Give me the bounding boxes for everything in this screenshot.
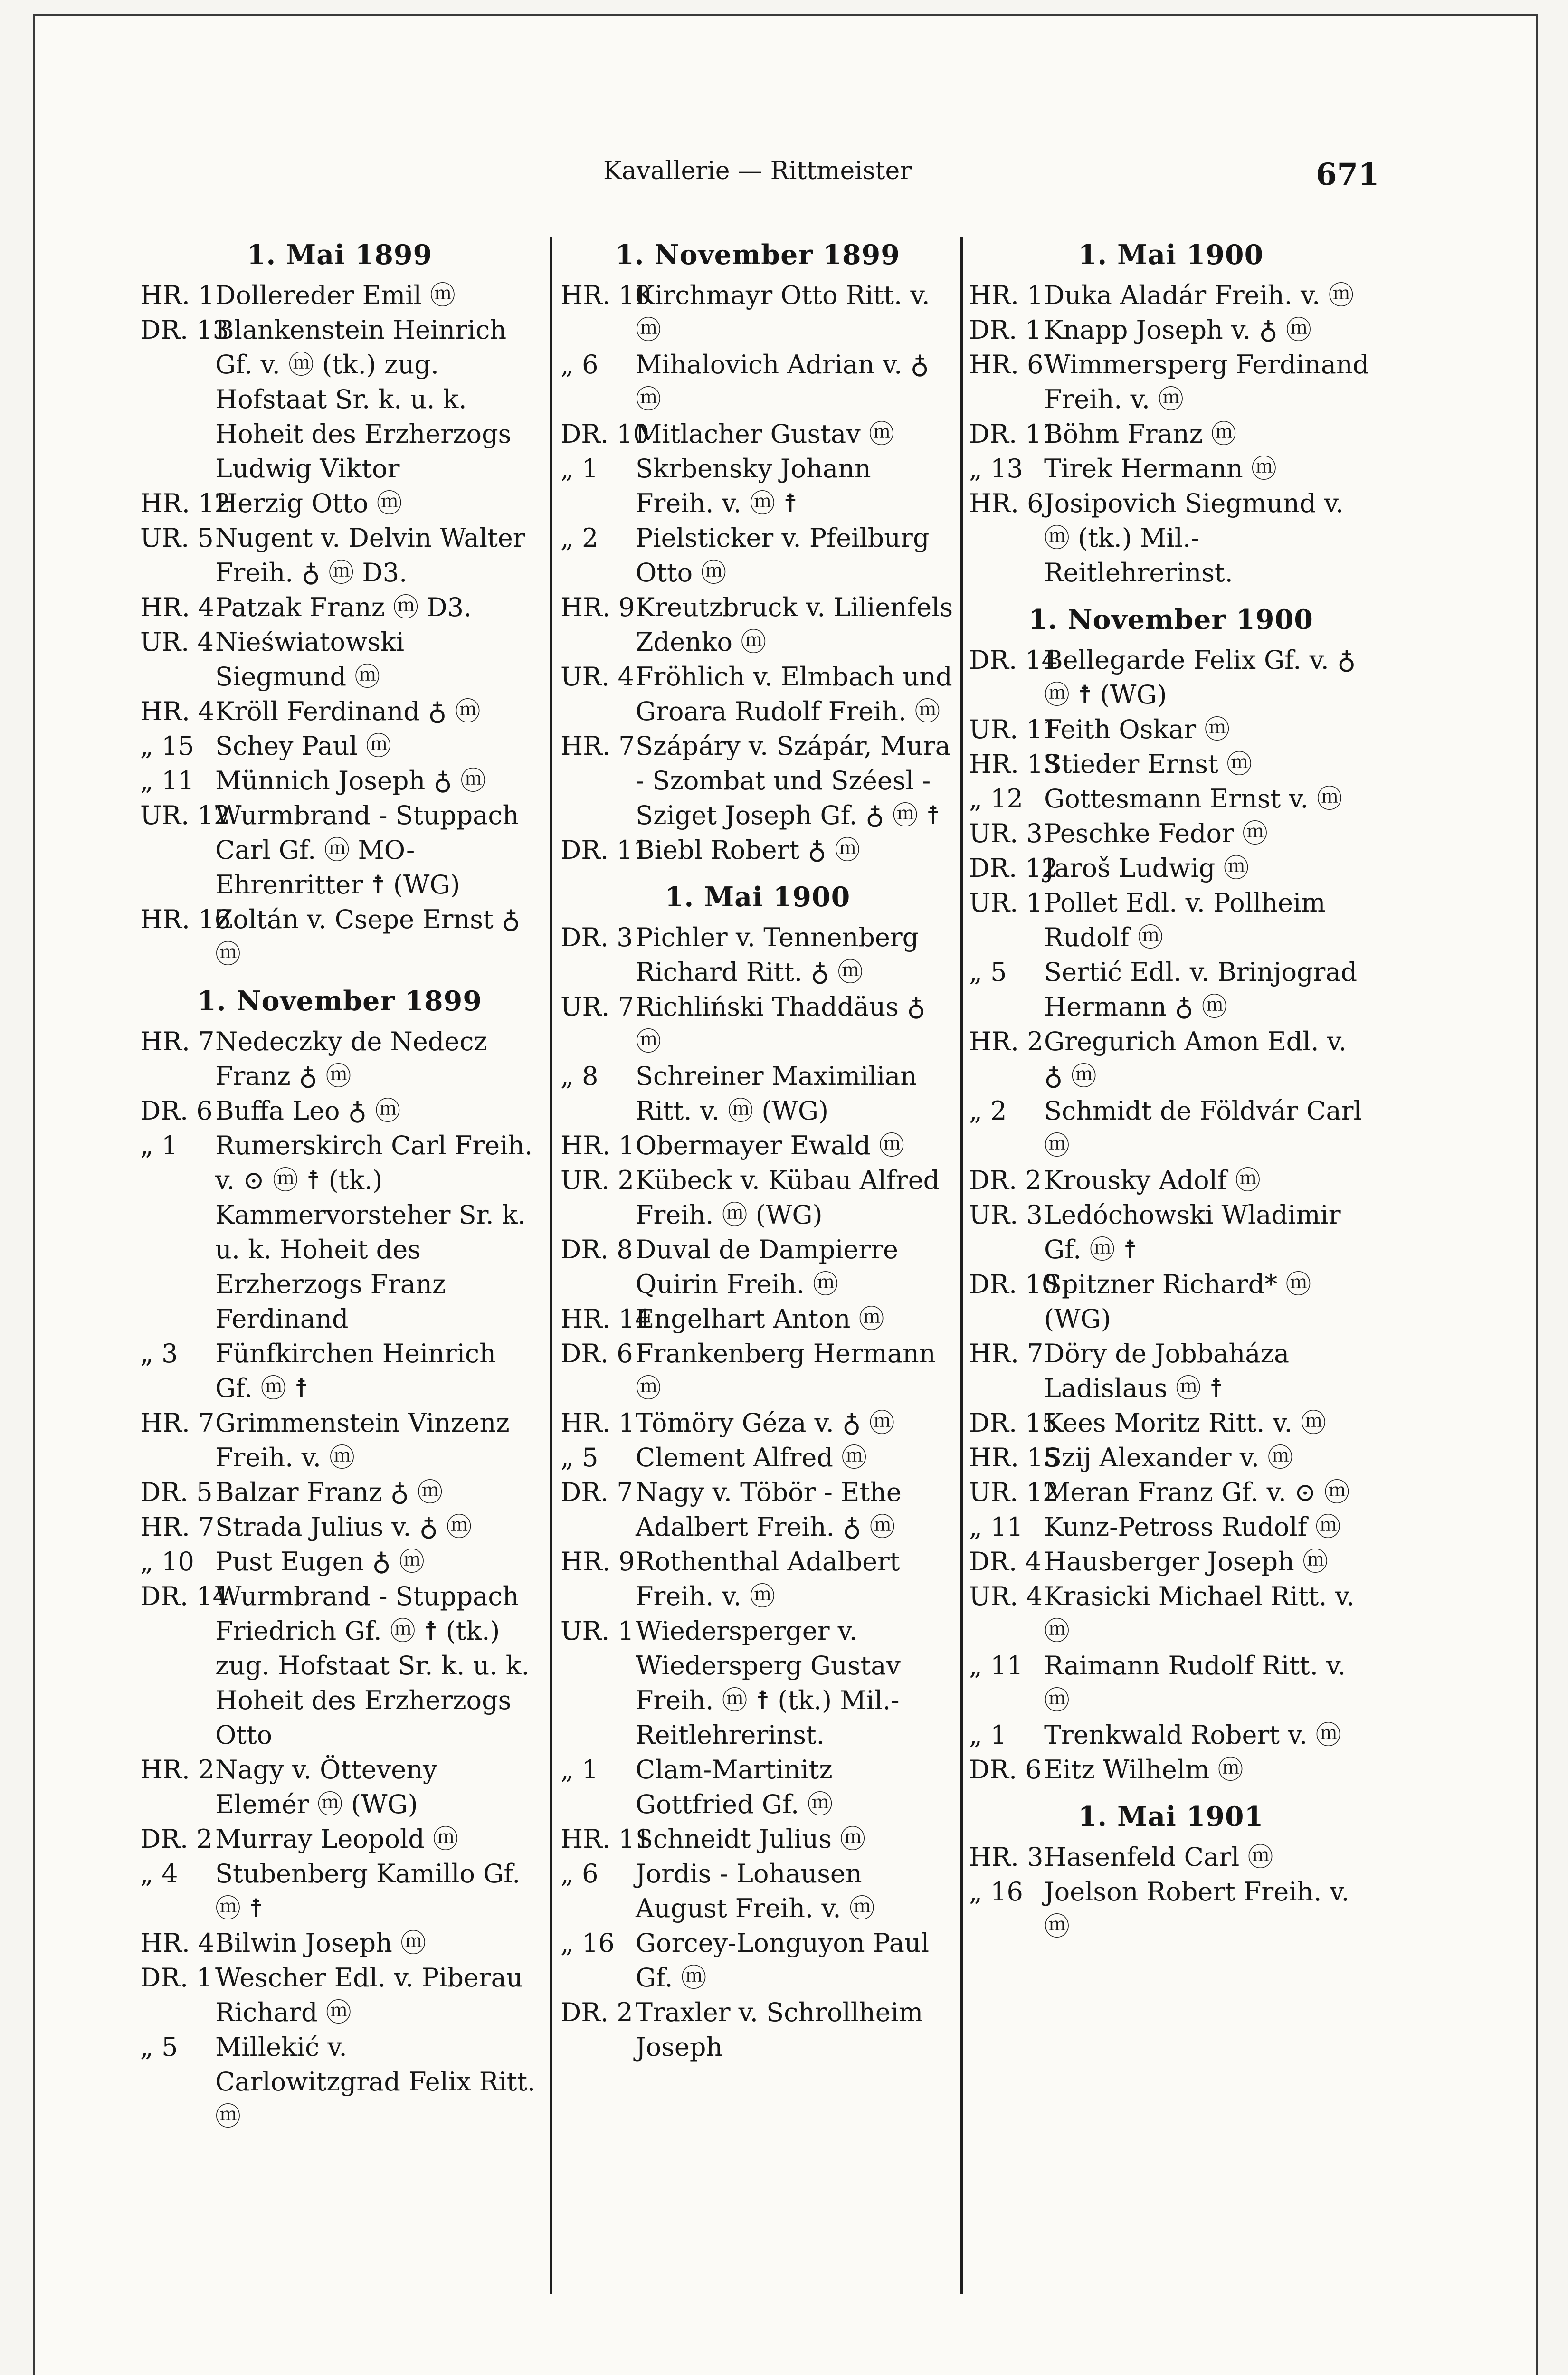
officer-name: Böhm Franz ⓜ [1044, 419, 1237, 449]
roster-entry [561, 920, 955, 989]
roster-entry [140, 625, 539, 694]
officer-name: Bilwin Joseph ⓜ [215, 1928, 426, 1958]
officer-name: Buffa Leo ♁ ⓜ [215, 1096, 401, 1126]
regiment-key: DR. 2 [561, 1997, 633, 2027]
regiment-key: DR. 15 [969, 1408, 1058, 1438]
regiment-key: DR. 12 [969, 853, 1058, 883]
officer-name: Biebl Robert ♁ ⓜ [636, 835, 860, 865]
officer-name: Feith Oskar ⓜ [1044, 714, 1230, 744]
roster-entry [561, 1440, 955, 1475]
roster-entry [969, 486, 1373, 590]
officer-name: Strada Julius v. ♁ ⓜ [215, 1512, 472, 1542]
column-rule-left [550, 238, 552, 2294]
regiment-key: HR. 6 [969, 350, 1044, 380]
regiment-key: „ 5 [140, 2032, 178, 2062]
roster-entry [561, 729, 955, 833]
officer-name: Murray Leopold ⓜ [215, 1824, 458, 1854]
section-heading: 1. November 1899 [197, 985, 482, 1017]
roster-entry [140, 1544, 539, 1579]
regiment-key: DR. 10 [561, 419, 649, 449]
officer-name: Patzak Franz ⓜ D3. [215, 592, 472, 622]
regiment-key: UR. 12 [140, 800, 230, 830]
regiment-key: HR. 1 [561, 1130, 635, 1160]
regiment-key: DR. 14 [969, 645, 1058, 675]
regiment-key: HR. 10 [561, 280, 651, 310]
officer-name: Hausberger Joseph ⓜ [1044, 1547, 1328, 1577]
regiment-key: HR. 9 [561, 592, 635, 622]
regiment-key: DR. 6 [140, 1096, 213, 1126]
officer-name: Kröll Ferdinand ♁ ⓜ [215, 696, 481, 726]
officer-name: Mitlacher Gustav ⓜ [636, 419, 894, 449]
roster-entry [140, 1128, 539, 1336]
regiment-key: „ 1 [561, 454, 599, 484]
roster-entry [140, 1336, 539, 1406]
roster-entry [969, 1510, 1373, 1544]
officer-name: Josipovich Siegmund v. ⓜ (tk.) Mil.-Reitlehrerinst. [1044, 488, 1344, 588]
regiment-key: DR. 6 [969, 1755, 1042, 1785]
officer-name: Stubenberg Kamillo Gf. ⓜ ☨ [215, 1859, 521, 1923]
regiment-key: UR. 3 [969, 1200, 1043, 1230]
officer-name: Wurmbrand - Stuppach Friedrich Gf. ⓜ ☨ (tk.) zug. Hofstaat Sr. k. u. k. Hoheit des Erzherzogs Otto [215, 1581, 530, 1750]
regiment-key: „ 2 [561, 523, 599, 553]
regiment-key: HR. 4 [140, 592, 215, 622]
regiment-key: UR. 12 [969, 1477, 1059, 1507]
roster-entry [561, 1302, 955, 1336]
roster-entry [969, 1718, 1373, 1752]
regiment-key: UR. 4 [561, 662, 634, 692]
regiment-key: HR. 2 [969, 1026, 1044, 1056]
regiment-key: „ 11 [969, 1651, 1023, 1681]
officer-name: Kunz-Petross Rudolf ⓜ [1044, 1512, 1341, 1542]
roster-entry [140, 590, 539, 625]
regiment-key: „ 5 [969, 957, 1007, 987]
roster-entry [969, 278, 1373, 313]
regiment-key: HR. 7 [140, 1026, 215, 1056]
regiment-key: HR. 1 [561, 1408, 635, 1438]
officer-name: Pollet Edl. v. Pollheim Rudolf ⓜ [1044, 888, 1326, 952]
column-rule-right [960, 238, 963, 2294]
roster-entry [140, 798, 539, 902]
regiment-key: UR. 1 [969, 888, 1043, 918]
column-1 [140, 238, 539, 2134]
regiment-key: HR. 4 [140, 696, 215, 726]
regiment-key: HR. 15 [969, 1443, 1060, 1472]
officer-name: Nugent v. Delvin Walter Freih. ♁ ⓜ D3. [215, 523, 525, 588]
regiment-key: „ 4 [140, 1859, 178, 1889]
roster-entry [561, 417, 955, 451]
officer-name: Clam-Martinitz Gottfried Gf. ⓜ [636, 1755, 833, 1819]
roster-entry [969, 417, 1373, 451]
roster-entry [140, 694, 539, 729]
roster-entry [561, 659, 955, 729]
roster-entry [969, 955, 1373, 1024]
column-3 [969, 238, 1373, 1944]
officer-name: Richliński Thaddäus ♁ ⓜ [636, 992, 926, 1056]
officer-name: Nedeczky de Nedecz Franz ♁ ⓜ [215, 1026, 487, 1091]
regiment-key: HR. 7 [561, 731, 635, 761]
section-heading: 1. November 1900 [1028, 604, 1313, 636]
roster-entry [969, 1163, 1373, 1197]
roster-entry [969, 1197, 1373, 1267]
regiment-key: HR. 6 [969, 488, 1044, 518]
regiment-key: HR. 3 [969, 1842, 1044, 1872]
regiment-key: „ 16 [969, 1877, 1023, 1907]
roster-entry [561, 1128, 955, 1163]
roster-entry [561, 1926, 955, 1995]
officer-name: Millekić v. Carlowitzgrad Felix Ritt. ⓜ [215, 2032, 536, 2131]
roster-entry [561, 278, 955, 347]
roster-entry [140, 1475, 539, 1510]
roster-entry [561, 1544, 955, 1614]
officer-name: Hasenfeld Carl ⓜ [1044, 1842, 1273, 1872]
officer-name: Gorcey-Longuyon Paul Gf. ⓜ [636, 1928, 930, 1993]
roster-entry [561, 347, 955, 417]
officer-name: Fünfkirchen Heinrich Gf. ⓜ ☨ [215, 1339, 496, 1403]
regiment-key: UR. 7 [561, 992, 634, 1022]
roster-entry [969, 451, 1373, 486]
roster-entry [140, 763, 539, 798]
roster-entry [140, 521, 539, 590]
regiment-key: HR. 1 [969, 280, 1044, 310]
roster-entry [969, 1874, 1373, 1944]
officer-name: Schneidt Julius ⓜ [636, 1824, 866, 1854]
regiment-key: DR. 3 [561, 922, 633, 952]
regiment-key: „ 10 [140, 1547, 194, 1577]
officer-name: Pust Eugen ♁ ⓜ [215, 1547, 425, 1577]
officer-name: Wurmbrand - Stuppach Carl Gf. ⓜ MO-Ehrenritter ☨ (WG) [215, 800, 519, 900]
officer-name: Eitz Wilhelm ⓜ [1044, 1755, 1244, 1785]
officer-name: Balzar Franz ♁ ⓜ [215, 1477, 443, 1507]
officer-name: Tirek Hermann ⓜ [1044, 454, 1277, 484]
roster-entry [140, 1960, 539, 2030]
roster-entry [969, 851, 1373, 885]
roster-entry [561, 451, 955, 521]
roster-entry [969, 643, 1373, 712]
officer-name: Sertić Edl. v. Brinjograd Hermann ♁ ⓜ [1044, 957, 1358, 1022]
regiment-key: DR. 5 [140, 1477, 213, 1507]
regiment-key: DR. 2 [140, 1824, 213, 1854]
roster-entry [561, 1336, 955, 1406]
regiment-key: DR. 14 [140, 1581, 229, 1611]
regiment-key: HR. 14 [561, 1304, 651, 1334]
roster-entry [140, 1579, 539, 1752]
section-heading: 1. November 1899 [615, 239, 900, 271]
regiment-key: „ 12 [969, 784, 1023, 814]
roster-entry [140, 1406, 539, 1475]
roster-entry [140, 729, 539, 763]
roster-entry [140, 1926, 539, 1960]
roster-entry [140, 1093, 539, 1128]
roster-entry [140, 1856, 539, 1926]
roster-entry [561, 833, 955, 867]
regiment-key: HR. 4 [140, 1928, 215, 1958]
roster-entry [969, 816, 1373, 851]
roster-entry [561, 1406, 955, 1440]
officer-name: Nagy v. Töbör - Ethe Adalbert Freih. ♁ ⓜ [636, 1477, 902, 1542]
regiment-key: UR. 4 [969, 1581, 1043, 1611]
officer-name: Jaroš Ludwig ⓜ [1044, 853, 1249, 883]
roster-entry [969, 1840, 1373, 1874]
regiment-key: HR. 2 [140, 1755, 215, 1785]
regiment-key: HR. 7 [140, 1408, 215, 1438]
officer-name: Kübeck v. Kübau Alfred Freih. ⓜ (WG) [636, 1165, 940, 1230]
roster-entry [561, 989, 955, 1059]
roster-entry [561, 1995, 955, 2064]
officer-name: Szij Alexander v. ⓜ [1044, 1443, 1293, 1472]
regiment-key: UR. 11 [969, 714, 1059, 744]
officer-name: Knapp Joseph v. ♁ ⓜ [1044, 315, 1312, 345]
section-heading: 1. Mai 1899 [247, 239, 433, 271]
officer-name: Peschke Fedor ⓜ [1044, 818, 1268, 848]
regiment-key: „ 6 [561, 350, 599, 380]
regiment-key: DR. 7 [561, 1477, 633, 1507]
officer-name: Ledóchowski Wladimir Gf. ⓜ ☨ [1044, 1200, 1341, 1264]
regiment-key: „ 13 [969, 454, 1023, 484]
officer-name: Bellegarde Felix Gf. v. ♁ ⓜ ☨ (WG) [1044, 645, 1356, 710]
regiment-key: HR. 7 [969, 1339, 1044, 1368]
officer-name: Kees Moritz Ritt. v. ⓜ [1044, 1408, 1326, 1438]
officer-name: Skrbensky Johann Freih. v. ⓜ ☨ [636, 454, 871, 518]
officer-name: Wimmersperg Ferdinand Freih. v. ⓜ [1044, 350, 1369, 414]
roster-entry [561, 590, 955, 659]
roster-entry [969, 1648, 1373, 1718]
officer-name: Krousky Adolf ⓜ [1044, 1165, 1261, 1195]
officer-name: Duka Aladár Freih. v. ⓜ [1044, 280, 1354, 310]
roster-entry [561, 1822, 955, 1856]
regiment-key: HR. 16 [140, 904, 231, 934]
regiment-key: „ 3 [140, 1339, 178, 1368]
regiment-key: „ 16 [561, 1928, 615, 1958]
officer-name: Blankenstein Heinrich Gf. v. ⓜ (tk.) zug. Hofstaat Sr. k. u. k. Hoheit des Erzherzogs Ludwig Viktor [215, 315, 512, 484]
regiment-key: „ 2 [969, 1096, 1007, 1126]
officer-name: Frankenberg Hermann ⓜ [636, 1339, 936, 1403]
roster-entry [561, 1752, 955, 1822]
officer-name: Nagy v. Ötteveny Elemér ⓜ (WG) [215, 1755, 437, 1819]
officer-name: Szápáry v. Szápár, Mura - Szombat und Széesl - Sziget Joseph Gf. ♁ ⓜ ☨ [636, 731, 951, 830]
officer-name: Nieświatowski Siegmund ⓜ [215, 627, 405, 692]
roster-entry [969, 1579, 1373, 1648]
roster-entry [140, 313, 539, 486]
section-heading: 1. Mai 1901 [1078, 1801, 1264, 1833]
officer-name: Spitzner Richard* ⓜ (WG) [1044, 1269, 1311, 1334]
officer-name: Kreutzbruck v. Lilienfels Zdenko ⓜ [636, 592, 953, 657]
roster-entry [969, 1336, 1373, 1406]
officer-name: Schmidt de Földvár Carl ⓜ [1044, 1096, 1362, 1160]
roster-entry [561, 1475, 955, 1544]
regiment-key: „ 11 [969, 1512, 1023, 1542]
officer-name: Traxler v. Schrollheim Joseph [636, 1997, 923, 2062]
officer-name: Jordis - Lohausen August Freih. v. ⓜ [636, 1859, 875, 1923]
regiment-key: HR. 13 [969, 749, 1060, 779]
regiment-key: DR. 4 [969, 1547, 1042, 1577]
regiment-key: „ 8 [561, 1061, 599, 1091]
regiment-key: DR. 13 [140, 315, 229, 345]
regiment-key: „ 1 [969, 1720, 1007, 1750]
officer-name: Stieder Ernst ⓜ [1044, 749, 1253, 779]
officer-name: Duval de Dampierre Quirin Freih. ⓜ [636, 1235, 898, 1299]
regiment-key: UR. 3 [969, 818, 1043, 848]
regiment-key: HR. 7 [140, 1512, 215, 1542]
officer-name: Fröhlich v. Elmbach und Groara Rudolf Freih. ⓜ [636, 662, 952, 726]
regiment-key: UR. 4 [140, 627, 214, 657]
roster-entry [969, 1440, 1373, 1475]
officer-name: Raimann Rudolf Ritt. v. ⓜ [1044, 1651, 1346, 1715]
officer-name: Rothenthal Adalbert Freih. v. ⓜ [636, 1547, 900, 1611]
roster-entry [140, 486, 539, 521]
officer-name: Engelhart Anton ⓜ [636, 1304, 884, 1334]
roster-entry [140, 1024, 539, 1093]
roster-entry [969, 1544, 1373, 1579]
officer-name: Tömöry Géza v. ♁ ⓜ [636, 1408, 895, 1438]
roster-entry [140, 2030, 539, 2134]
officer-name: Wiedersperger v. Wiedersperg Gustav Freih. ⓜ ☨ (tk.) Mil.-Reitlehrerinst. [636, 1616, 901, 1750]
roster-entry [969, 747, 1373, 781]
regiment-key: DR. 8 [561, 1235, 633, 1264]
roster-entry [140, 1822, 539, 1856]
officer-name: Wescher Edl. v. Piberau Richard ⓜ [215, 1963, 523, 2027]
regiment-key: „ 6 [561, 1859, 599, 1889]
regiment-key: „ 1 [140, 1130, 178, 1160]
officer-name: Krasicki Michael Ritt. v. ⓜ [1044, 1581, 1355, 1646]
roster-entry [969, 1752, 1373, 1787]
officer-name: Trenkwald Robert v. ⓜ [1044, 1720, 1341, 1750]
officer-name: Meran Franz Gf. v. ⊙ ⓜ [1044, 1477, 1350, 1507]
officer-name: Mihalovich Adrian v. ♁ ⓜ [636, 350, 929, 414]
regiment-key: UR. 5 [140, 523, 214, 553]
roster-entry [969, 781, 1373, 816]
roster-entry [561, 1232, 955, 1302]
regiment-key: UR. 1 [561, 1616, 634, 1646]
regiment-key: DR. 11 [969, 419, 1058, 449]
roster-entry [969, 1406, 1373, 1440]
roster-entry [140, 902, 539, 971]
column-2 [561, 238, 955, 2064]
officer-name: Gottesmann Ernst v. ⓜ [1044, 784, 1342, 814]
officer-name: Pichler v. Tennenberg Richard Ritt. ♁ ⓜ [636, 922, 919, 987]
regiment-key: HR. 11 [561, 1824, 651, 1854]
roster-entry [561, 1163, 955, 1232]
roster-entry [140, 1752, 539, 1822]
roster-entry [969, 347, 1373, 417]
roster-entry [969, 1475, 1373, 1510]
regiment-key: DR. 6 [561, 1339, 633, 1368]
regiment-key: „ 15 [140, 731, 194, 761]
regiment-key: „ 5 [561, 1443, 599, 1472]
regiment-key: DR. 2 [969, 1165, 1042, 1195]
officer-name: Obermayer Ewald ⓜ [636, 1130, 905, 1160]
regiment-key: DR. 10 [969, 1269, 1058, 1299]
officer-name: Clement Alfred ⓜ [636, 1443, 867, 1472]
section-heading: 1. Mai 1900 [665, 881, 851, 913]
officer-name: Zoltán v. Csepe Ernst ♁ ⓜ [215, 904, 521, 969]
roster-entry [561, 1614, 955, 1752]
regiment-key: DR. 1 [140, 1963, 213, 1993]
page-number: 671 [1316, 157, 1379, 192]
roster-entry [969, 712, 1373, 747]
section-heading: 1. Mai 1900 [1078, 239, 1264, 271]
officer-name: Schey Paul ⓜ [215, 731, 391, 761]
officer-name: Herzig Otto ⓜ [215, 488, 402, 518]
regiment-key: „ 11 [140, 766, 194, 796]
officer-name: Joelson Robert Freih. v. ⓜ [1044, 1877, 1349, 1941]
roster-entry [561, 521, 955, 590]
regiment-key: HR. 1 [140, 280, 215, 310]
officer-name: Gregurich Amon Edl. v. ♁ ⓜ [1044, 1026, 1347, 1091]
regiment-key: DR. 1 [969, 315, 1042, 345]
officer-name: Rumerskirch Carl Freih. v. ⊙ ⓜ ☨ (tk.) Kammervorsteher Sr. k. u. k. Hoheit des Erzherzogs Franz Ferdinand [215, 1130, 533, 1334]
roster-entry [561, 1059, 955, 1128]
officer-name: Schreiner Maximilian Ritt. v. ⓜ (WG) [636, 1061, 917, 1126]
regiment-key: UR. 2 [561, 1165, 634, 1195]
officer-name: Grimmenstein Vinzenz Freih. v. ⓜ [215, 1408, 510, 1472]
roster-entry [140, 278, 539, 313]
roster-entry [561, 1856, 955, 1926]
regiment-key: „ 1 [561, 1755, 599, 1785]
roster-entry [969, 1024, 1373, 1093]
roster-entry [969, 1093, 1373, 1163]
regiment-key: DR. 11 [561, 835, 649, 865]
running-head: Kavallerie — Rittmeister [603, 157, 912, 185]
roster-entry [140, 1510, 539, 1544]
officer-name: Münnich Joseph ♁ ⓜ [215, 766, 486, 796]
regiment-key: HR. 12 [140, 488, 231, 518]
roster-entry [969, 313, 1373, 347]
roster-entry [969, 1267, 1373, 1336]
roster-entry [969, 885, 1373, 955]
officer-name: Kirchmayr Otto Ritt. v. ⓜ [636, 280, 930, 345]
regiment-key: HR. 9 [561, 1547, 635, 1577]
officer-name: Dollereder Emil ⓜ [215, 280, 456, 310]
officer-name: Döry de Jobbaháza Ladislaus ⓜ ☨ [1044, 1339, 1290, 1403]
officer-name: Pielsticker v. Pfeilburg Otto ⓜ [636, 523, 930, 588]
